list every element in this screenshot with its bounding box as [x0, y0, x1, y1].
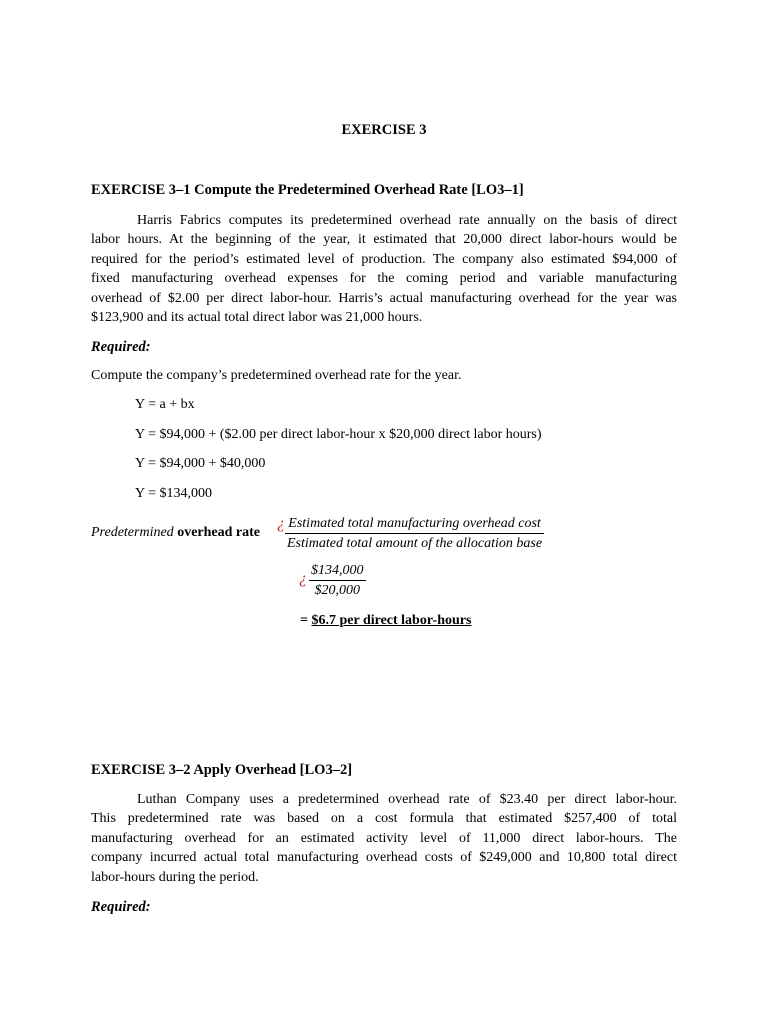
equation-line: Y = $94,000 + $40,000: [135, 456, 266, 471]
exercise-3-2-paragraph: [91, 790, 677, 887]
equation-line: Y = a + bx: [135, 397, 195, 412]
calc-denominator: $20,000: [314, 583, 360, 598]
required-label: Required:: [91, 339, 151, 355]
result-prefix: =: [300, 613, 308, 628]
paragraph-line: Luthan Company uses a predetermined overhead rate of $23.40 per direct labor-hour.: [137, 792, 677, 807]
result-value: $6.7 per direct labor-hours: [311, 613, 472, 628]
required-label: Required:: [91, 899, 151, 915]
equation-line: Y = $134,000: [135, 486, 212, 501]
formula-equals-glyph: ¿: [277, 515, 285, 532]
paragraph-line: manufacturing overhead for an estimated activity level of 11,000 direct labor-hours. The: [91, 830, 677, 846]
equation-line: Y = $94,000 + ($2.00 per direct labor-hour x $20,000 direct labor hours): [135, 427, 542, 442]
paragraph-line: labor hours. At the beginning of the year, it estimated that 20,000 direct labor-hours would be: [91, 232, 677, 248]
formula-fraction: [285, 516, 544, 552]
paragraph-line: Harris Fabrics computes its predetermined overhead rate annually on the basis of direct: [137, 213, 677, 228]
formula-label-italic: Predetermined: [91, 525, 174, 540]
formula-label-bold: overhead rate: [177, 525, 260, 540]
paragraph-line: company incurred actual total manufacturing overhead costs of $249,000 and 10,800 total direct: [91, 850, 677, 866]
paragraph-line: overhead of $2.00 per direct labor-hour. Harris’s actual manufacturing overhead for the year was: [91, 290, 677, 306]
paragraph-line: required for the period’s estimated level of production. The company also estimated $94,000 of: [91, 251, 677, 267]
fraction-numerator: Estimated total manufacturing overhead cost: [285, 516, 544, 534]
fraction-denominator: Estimated total amount of the allocation base: [287, 536, 543, 551]
document-title: EXERCISE 3: [341, 122, 427, 138]
calc-numerator: $134,000: [309, 563, 366, 581]
required-text: Compute the company’s predetermined overhead rate for the year.: [91, 368, 462, 383]
exercise-3-2-heading: EXERCISE 3–2 Apply Overhead [LO3–2]: [91, 762, 353, 778]
calc-fraction: [309, 563, 366, 599]
paragraph-line: This predetermined rate was based on a cost formula that estimated $257,400 of total: [91, 811, 677, 827]
exercise-3-1-heading: EXERCISE 3–1 Compute the Predetermined Overhead Rate [LO3–1]: [91, 182, 524, 198]
paragraph-line: labor-hours during the period.: [91, 869, 259, 885]
calc-equals-glyph: ¿: [299, 570, 307, 587]
formula-label: [91, 525, 260, 541]
paragraph-line: $123,900 and its actual total direct labor was 21,000 hours.: [91, 309, 423, 325]
result-line: [300, 613, 471, 629]
exercise-3-1-paragraph: [91, 211, 677, 327]
paragraph-line: fixed manufacturing overhead expenses for the coming period and variable manufacturing: [91, 271, 677, 287]
